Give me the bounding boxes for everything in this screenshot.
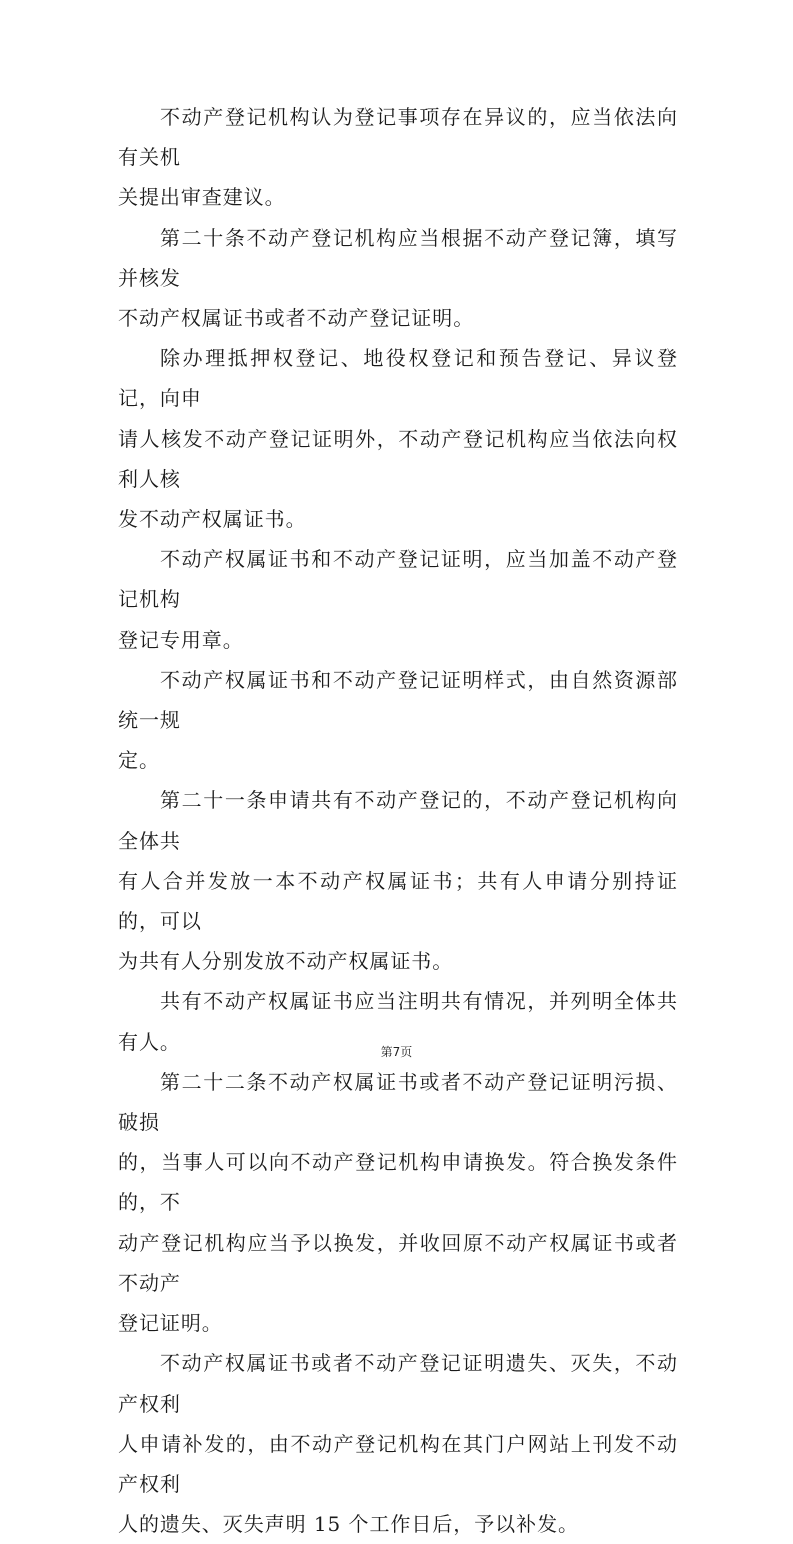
- paragraph: 第二十二条不动产权属证书或者不动产登记证明污损、破损 的，当事人可以向不动产登记机构申请换发。符合换发条件的，不 动产登记机构应当予以换发，并收回原不动产权属证书或者不动产 登记证明。: [118, 1069, 678, 1336]
- paragraph: 不动产登记机构认为登记事项存在异议的，应当依法向有关机 关提出审查建议。: [118, 105, 678, 210]
- paragraph: 除办理抵押权登记、地役权登记和预告登记、异议登记，向申 请人核发不动产登记证明外，不动产登记机构应当依法向权利人核 发不动产权属证书。: [118, 346, 678, 532]
- paragraph: 第二十一条申请共有不动产登记的，不动产登记机构向全体共 有人合并发放一本不动产权属证书；共有人申请分别持证的，可以 为共有人分别发放不动产权属证书。: [118, 788, 678, 974]
- paragraph: 不动产权属证书和不动产登记证明样式，由自然资源部统一规 定。: [118, 667, 678, 773]
- paragraph: 不动产权属证书或者不动产登记证明遗失、灭失，不动产权利 人申请补发的，由不动产登记机构在其门户网站上刊发不动产权利 人的遗失、灭失声明 15 个工作日后，予以补发。: [118, 1351, 678, 1537]
- document-body: [118, 97, 678, 1544]
- paragraph: 不动产权属证书和不动产登记证明，应当加盖不动产登记机构 登记专用章。: [118, 547, 678, 652]
- paragraph: 共有不动产权属证书应当注明共有情况，并列明全体共有人。: [118, 989, 678, 1054]
- paragraph: 第二十条不动产登记机构应当根据不动产登记簿，填写并核发 不动产权属证书或者不动产登记证明。: [118, 225, 678, 331]
- page-number: 第7页: [380, 1045, 413, 1059]
